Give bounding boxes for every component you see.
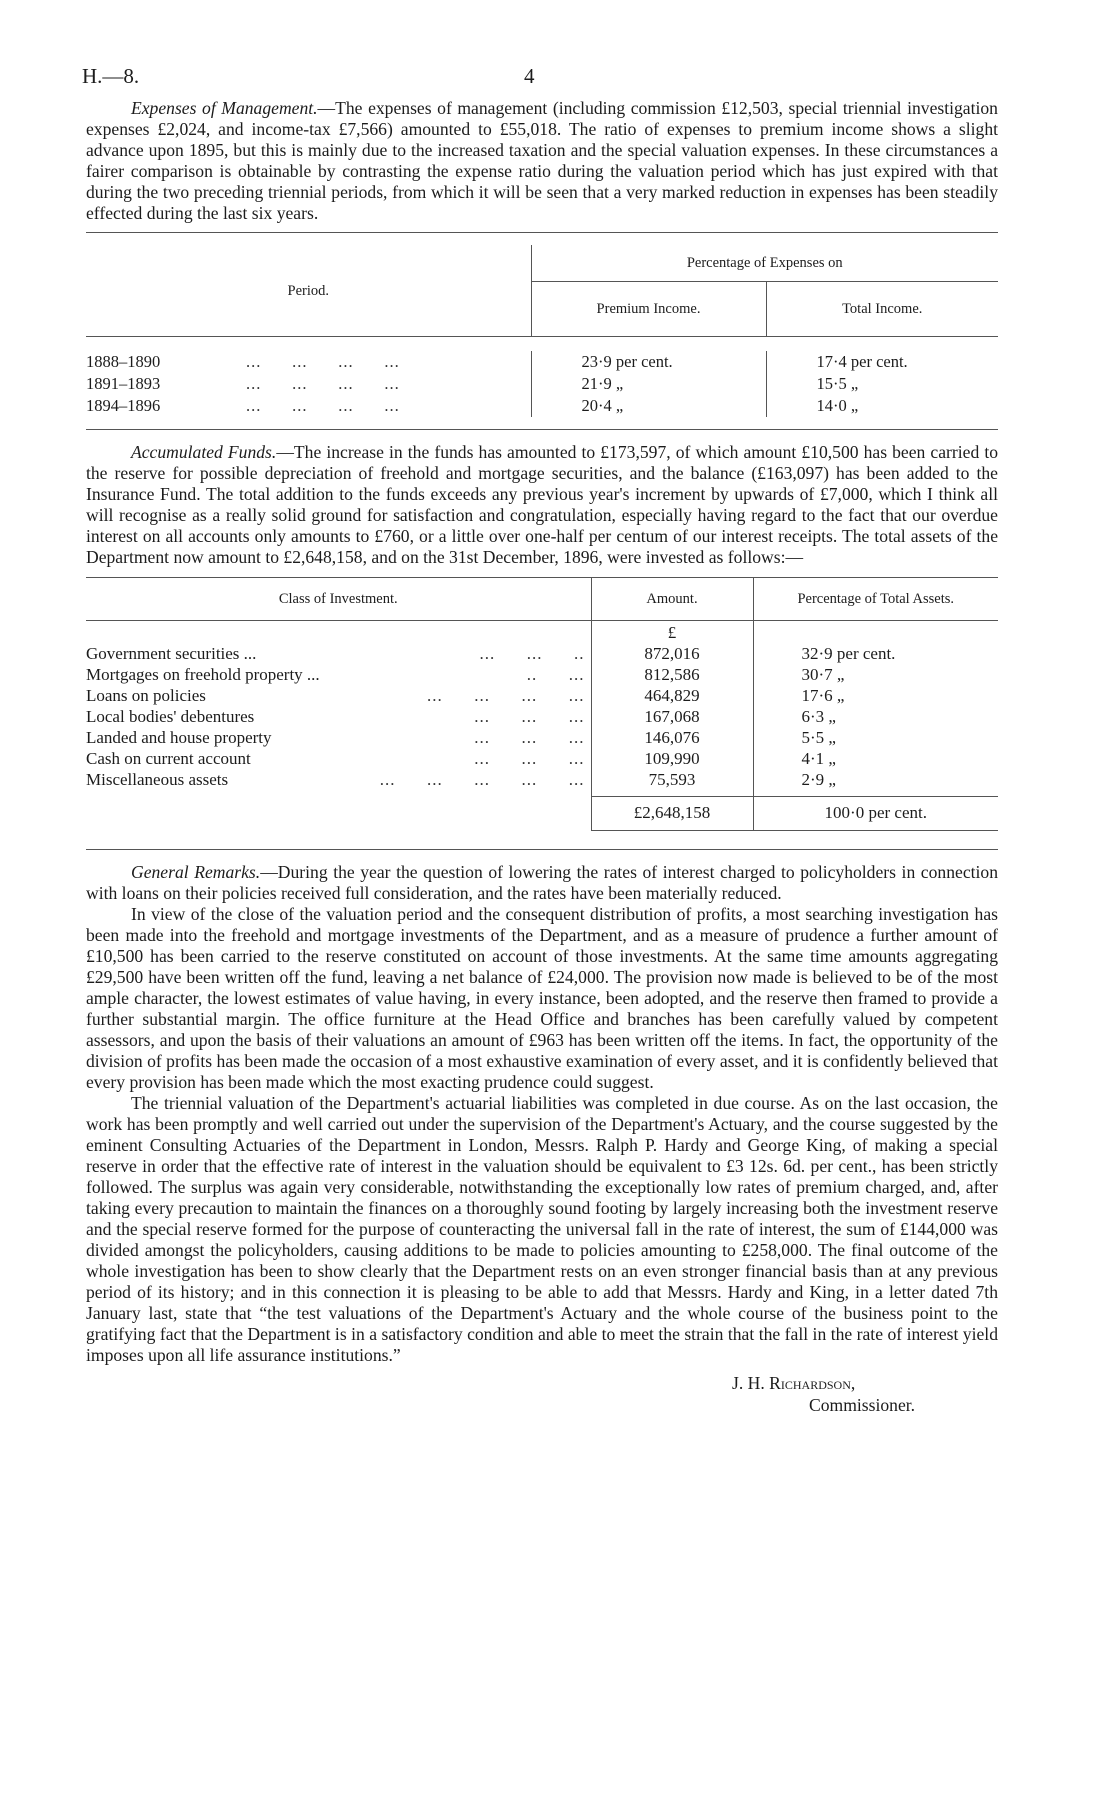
percent-cell: 6·3 „ [753, 706, 998, 727]
page-header [82, 58, 998, 98]
signature-block [732, 1372, 998, 1416]
table-row: Loans on policies ... ... ... ... 464,829 17·6 „ [86, 685, 998, 706]
percent-cell: 4·1 „ [753, 748, 998, 769]
total-cell: 14·0 „ [766, 395, 998, 417]
expenses-text: —The expenses of management (including commission £12,503, special triennial investigation expenses £2,024, and income-tax £7,566) amounted to £55,018. The ratio of expenses to premium income shows a slight advance upon 1895, but this is mainly due to the increased taxation and the special valuation expenses. In these circumstances a fairer comparison is obtainable by contrasting the expense ratio during the valuation period which has just expired with that during the two preceding triennial periods, from which it will be seen that a very marked reduction in expenses has been steadily effected during the last six years. [86, 98, 998, 223]
page-number: 4 [524, 64, 535, 88]
table-row: 1891–1893 ... ... ... ... 21·9 „ 15·5 „ [86, 373, 998, 395]
period-cell: 1894–1896 [86, 396, 161, 415]
amount-cell: 872,016 [591, 643, 753, 664]
divider [86, 232, 998, 233]
percent-cell: 2·9 „ [753, 769, 998, 790]
amount-header: Amount. [591, 578, 753, 621]
percent-cell: 5·5 „ [753, 727, 998, 748]
total-percent: 100·0 per cent. [753, 796, 998, 830]
remarks-paragraph-2: In view of the close of the valuation period and the consequent distribution of profits, a most searching investigation has been made into the freehold and mortgage investments of the Department, and as a measure of prudence a further amount of £10,500 has been carried to the reserve constituted on account of those investments. At the same time amounts aggregating £29,500 have been written off the fund, leaving a net balance of £24,000. The provision now made is believed to be of the most ample character, the lowest estimates of value having, in every instance, been adopted, and the reserve then framed to provide a further substantial margin. The office furniture at the Head Office and branches has been carefully valued by competent assessors, and upon the basis of their valuations an amount of £963 has been written off the items. In fact, the opportunity of the division of profits has been made the occasion of a most exhaustive examination of every asset, and it is confidently believed that every provision has been made which the most exacting prudence could suggest. [86, 903, 998, 1092]
table-row: Cash on current account ... ... ... 109,990 4·1 „ [86, 748, 998, 769]
percent-cell: 17·6 „ [753, 685, 998, 706]
remarks-lead: General Remarks. [131, 861, 261, 882]
expense-ratio-table [86, 245, 998, 430]
amount-cell: 167,068 [591, 706, 753, 727]
total-row [86, 796, 998, 830]
remarks-text-1: —During the year the question of lowering the rates of interest charged to policyholders in connection with loans on their policies received full consideration, and the rates have been materially reduced. [86, 861, 998, 903]
premium-cell: 20·4 „ [531, 395, 766, 417]
funds-text: —The increase in the funds has amounted to £173,597, of which amount £10,500 has been carried to the reserve for possible depreciation of freehold and mortgage securities, and the balance (£163,097) has been added to the Insurance Fund. The total addition to the funds exceeds any previous year's increment by upwards of £7,000, which I think all will recognise as a really solid ground for satisfaction and congratulation, especially having regard to the fact that our overdue interest on all accounts only amounts to £760, or a little over one-half per centum of our interest receipts. The total assets of the Department now amount to £2,648,158, and on the 31st December, 1896, were invested as follows:— [86, 442, 999, 567]
period-cell: 1891–1893 [86, 374, 161, 393]
percent-cell: 30·7 „ [753, 664, 998, 685]
amount-cell: 464,829 [591, 685, 753, 706]
funds-lead: Accumulated Funds. [131, 442, 277, 462]
investment-name: Landed and house property [86, 727, 272, 747]
period-cell: 1888–1890 [86, 352, 161, 371]
percent-cell: 32·9 per cent. [753, 643, 998, 664]
amount-cell: 109,990 [591, 748, 753, 769]
investment-name: Miscellaneous assets [86, 769, 229, 789]
total-amount: £2,648,158 [591, 796, 753, 830]
table-row: Local bodies' debentures ... ... ... 167,068 6·3 „ [86, 706, 998, 727]
table-row: Miscellaneous assets ... ... ... ... ... 75,593 2·9 „ [86, 769, 998, 790]
signatory-name: J. H. Richardson, [732, 1372, 856, 1393]
investment-name: Mortgages on freehold property ... [86, 664, 320, 684]
remarks-paragraph-1 [86, 862, 998, 904]
document-id: H.—8. [82, 64, 140, 88]
currency-symbol: £ [591, 621, 753, 644]
signatory-title: Commissioner. [809, 1394, 916, 1415]
document-page [82, 58, 999, 1416]
investment-name: Local bodies' debentures [86, 706, 255, 726]
table-row: 1888–1890 ... ... ... ... 23·9 per cent. 17·4 per cent. [86, 351, 998, 373]
table-row: Landed and house property ... ... ... 146,076 5·5 „ [86, 727, 998, 748]
funds-paragraph [86, 442, 998, 568]
amount-cell: 75,593 [591, 769, 753, 790]
table-row: Mortgages on freehold property ... .. ... 812,586 30·7 „ [86, 664, 998, 685]
remarks-paragraph-3: The triennial valuation of the Department's actuarial liabilities was completed in due course. As on the last occasion, the work has been promptly and well carried out under the supervision of the Department's Actuary, and the course suggested by the eminent Consulting Actuaries of the Department in London, Messrs. Ralph P. Hardy and George King, of making a special reserve in order that the effective rate of interest in the valuation should be equivalent to £3 12s. 6d. per cent., has been strictly followed. The surplus was again very considerable, notwithstanding the exceptionally low rates of premium charged, and, after taking every precaution to maintain the finances on a thoroughly sound footing by largely increasing both the investment reserve and the special reserve formed for the purpose of counteracting the universal fall in the rate of interest, the sum of £144,000 was divided amongst the policyholders, causing additions to be made to policies amounting to £258,000. The final outcome of the whole investigation has been to show clearly that the Department rests on an even stronger financial basis than at any previous period of its history; and in this connection it is pleasing to be able to add that Messrs. Hardy and King, in a letter dated 7th January last, state that “the test valuations of the Department's Actuary and the whole course of the business point to the gratifying fact that the Department is in a satisfactory condition and able to meet the strain that the fall in the rate of interest yield imposes upon all life assurance institutions.” [86, 1092, 998, 1365]
investment-name: Government securities ... [86, 643, 257, 663]
investment-name: Loans on policies [86, 685, 206, 705]
table-row: Government securities ... ... ... .. 872,016 32·9 per cent. [86, 643, 998, 664]
premium-cell: 23·9 per cent. [531, 351, 766, 373]
expenses-paragraph [86, 98, 998, 224]
total-income-header: Total Income. [766, 282, 998, 337]
percent-header: Percentage of Total Assets. [753, 578, 998, 621]
class-header: Class of Investment. [278, 590, 398, 607]
percentage-group-header: Percentage of Expenses on [531, 245, 998, 282]
table-row: 1894–1896 ... ... ... ... 20·4 „ 14·0 „ [86, 395, 998, 417]
total-cell: 15·5 „ [766, 373, 998, 395]
period-header: Period. [287, 283, 329, 299]
investment-name: Cash on current account [86, 748, 251, 768]
premium-cell: 21·9 „ [531, 373, 766, 395]
investment-table [86, 578, 998, 850]
total-cell: 17·4 per cent. [766, 351, 998, 373]
expenses-lead: Expenses of Management. [131, 98, 318, 118]
premium-income-header: Premium Income. [531, 282, 766, 337]
amount-cell: 812,586 [591, 664, 753, 685]
amount-cell: 146,076 [591, 727, 753, 748]
